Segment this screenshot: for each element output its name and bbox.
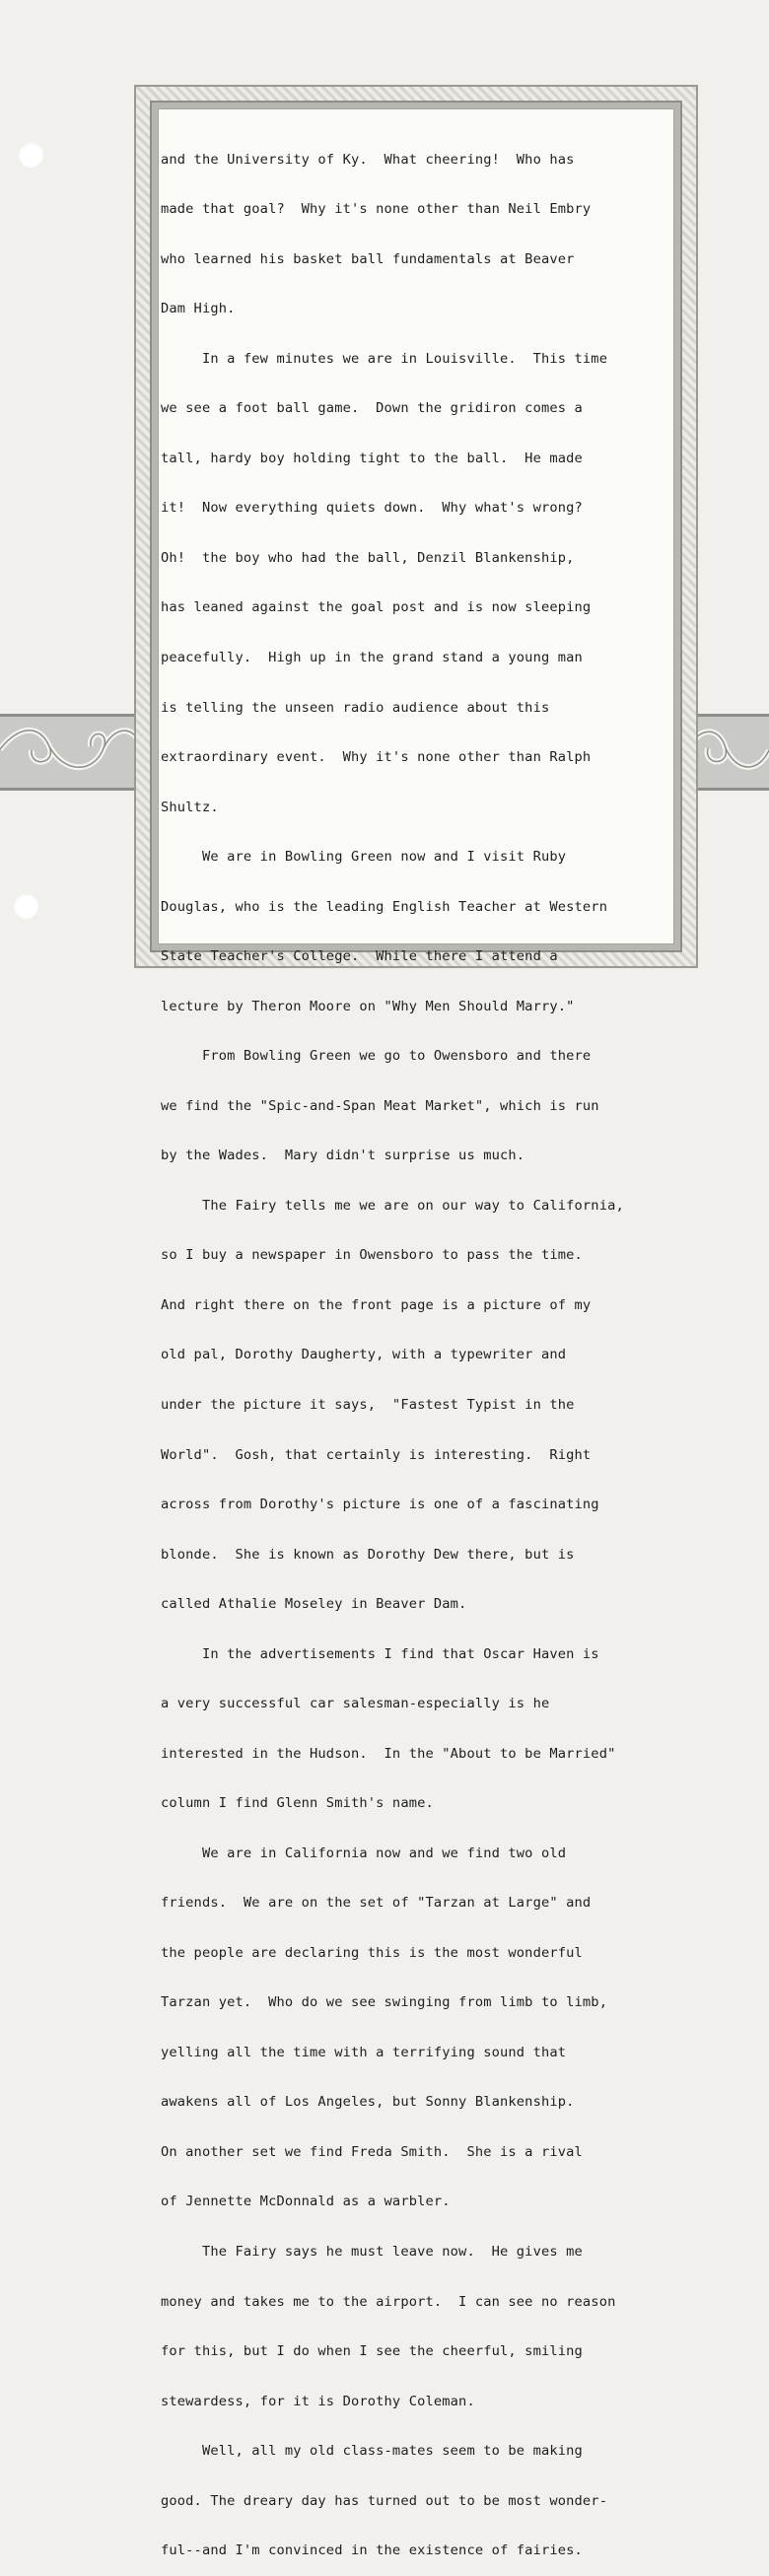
text-line: Dam High. (161, 301, 236, 317)
text-line: blonde. She is known as Dorothy Dew there, but is (161, 1546, 575, 1563)
text-line: State Teacher's College. While there I attend a (161, 948, 558, 965)
text-line: across from Dorothy's picture is one of a fascinating (161, 1497, 599, 1513)
text-line: has leaned against the goal post and is now sleeping (161, 599, 592, 616)
text-line: yelling all the time with a terrifying sound that (161, 2044, 567, 2060)
text-line: called Athalie Moseley in Beaver Dam. (161, 1596, 467, 1613)
text-line: stewardess, for it is Dorothy Coleman. (161, 2393, 475, 2409)
text-line: We are in Bowling Green now and I visit Ruby (161, 849, 567, 866)
text-line: friends. We are on the set of "Tarzan at Large" and (161, 1895, 592, 1912)
text-line: made that goal? Why it's none other than Neil Embry (161, 201, 592, 218)
text-line: The Fairy says he must leave now. He gives me (161, 2244, 583, 2260)
text-line: column I find Glenn Smith's name. (161, 1795, 434, 1812)
text-line: for this, but I do when I see the cheerful, smiling (161, 2343, 583, 2360)
text-line: From Bowling Green we go to Owensboro and there (161, 1048, 592, 1065)
typed-text-body (161, 118, 678, 2576)
text-line: we see a foot ball game. Down the gridiron comes a (161, 400, 583, 417)
scroll-ornament-left (0, 717, 140, 782)
scroll-ornament-right (690, 717, 769, 782)
text-line: and the University of Ky. What cheering! Who has (161, 151, 575, 168)
ornamental-band-left (0, 714, 140, 791)
ornamental-band-right (690, 714, 769, 791)
text-line: extraordinary event. Why it's none other than Ralph (161, 749, 592, 766)
text-line: good. The dreary day has turned out to be most wonder- (161, 2492, 608, 2509)
text-line: World". Gosh, that certainly is interesting. Right (161, 1446, 592, 1463)
text-line: it! Now everything quiets down. Why what's wrong? (161, 500, 583, 517)
text-line: money and takes me to the airport. I can see no reason (161, 2293, 616, 2310)
text-line: ful--and I'm convinced in the existence of fairies. (161, 2542, 583, 2559)
text-line: Douglas, who is the leading English Teacher at Western (161, 898, 608, 915)
text-line: interested in the Hudson. In the "About to be Married" (161, 1745, 616, 1762)
text-line: lecture by Theron Moore on "Why Men Should Marry." (161, 998, 575, 1014)
text-line: the people are declaring this is the most wonderful (161, 1944, 583, 1961)
text-line: peacefully. High up in the grand stand a young man (161, 650, 583, 665)
text-line: And right there on the front page is a picture of my (161, 1296, 592, 1313)
text-line: awakens all of Los Angeles, but Sonny Blankenship. (161, 2094, 575, 2111)
text-line: under the picture it says, "Fastest Typist in the (161, 1396, 575, 1413)
text-line: We are in California now and we find two old (161, 1845, 567, 1861)
text-line: old pal, Dorothy Daugherty, with a typewriter and (161, 1347, 567, 1363)
text-line: tall, hardy boy holding tight to the ball. He made (161, 450, 583, 466)
text-line: who learned his basket ball fundamentals at Beaver (161, 250, 575, 267)
text-line: is telling the unseen radio audience about this (161, 699, 550, 716)
text-line: Tarzan yet. Who do we see swinging from limb to limb, (161, 1994, 608, 2011)
text-line: by the Wades. Mary didn't surprise us much. (161, 1148, 525, 1164)
text-line: In a few minutes we are in Louisville. This time (161, 350, 608, 367)
text-line: so I buy a newspaper in Owensboro to pass the time. (161, 1247, 583, 1264)
text-line: The Fairy tells me we are on our way to California, (161, 1197, 624, 1214)
text-line: On another set we find Freda Smith. She is a rival (161, 2143, 583, 2160)
punch-hole-top (18, 142, 43, 168)
text-line: Oh! the boy who had the ball, Denzil Blankenship, (161, 549, 575, 566)
punch-hole-bottom (13, 893, 38, 919)
text-line: a very successful car salesman-especially is he (161, 1696, 550, 1712)
text-line: Well, all my old class-mates seem to be making (161, 2443, 583, 2460)
text-line: Shultz. (161, 799, 219, 815)
text-line: of Jennette McDonnald as a warbler. (161, 2193, 451, 2210)
text-line: In the advertisements I find that Oscar Haven is (161, 1645, 599, 1662)
text-line: we find the "Spic-and-Span Meat Market", which is run (161, 1097, 599, 1114)
